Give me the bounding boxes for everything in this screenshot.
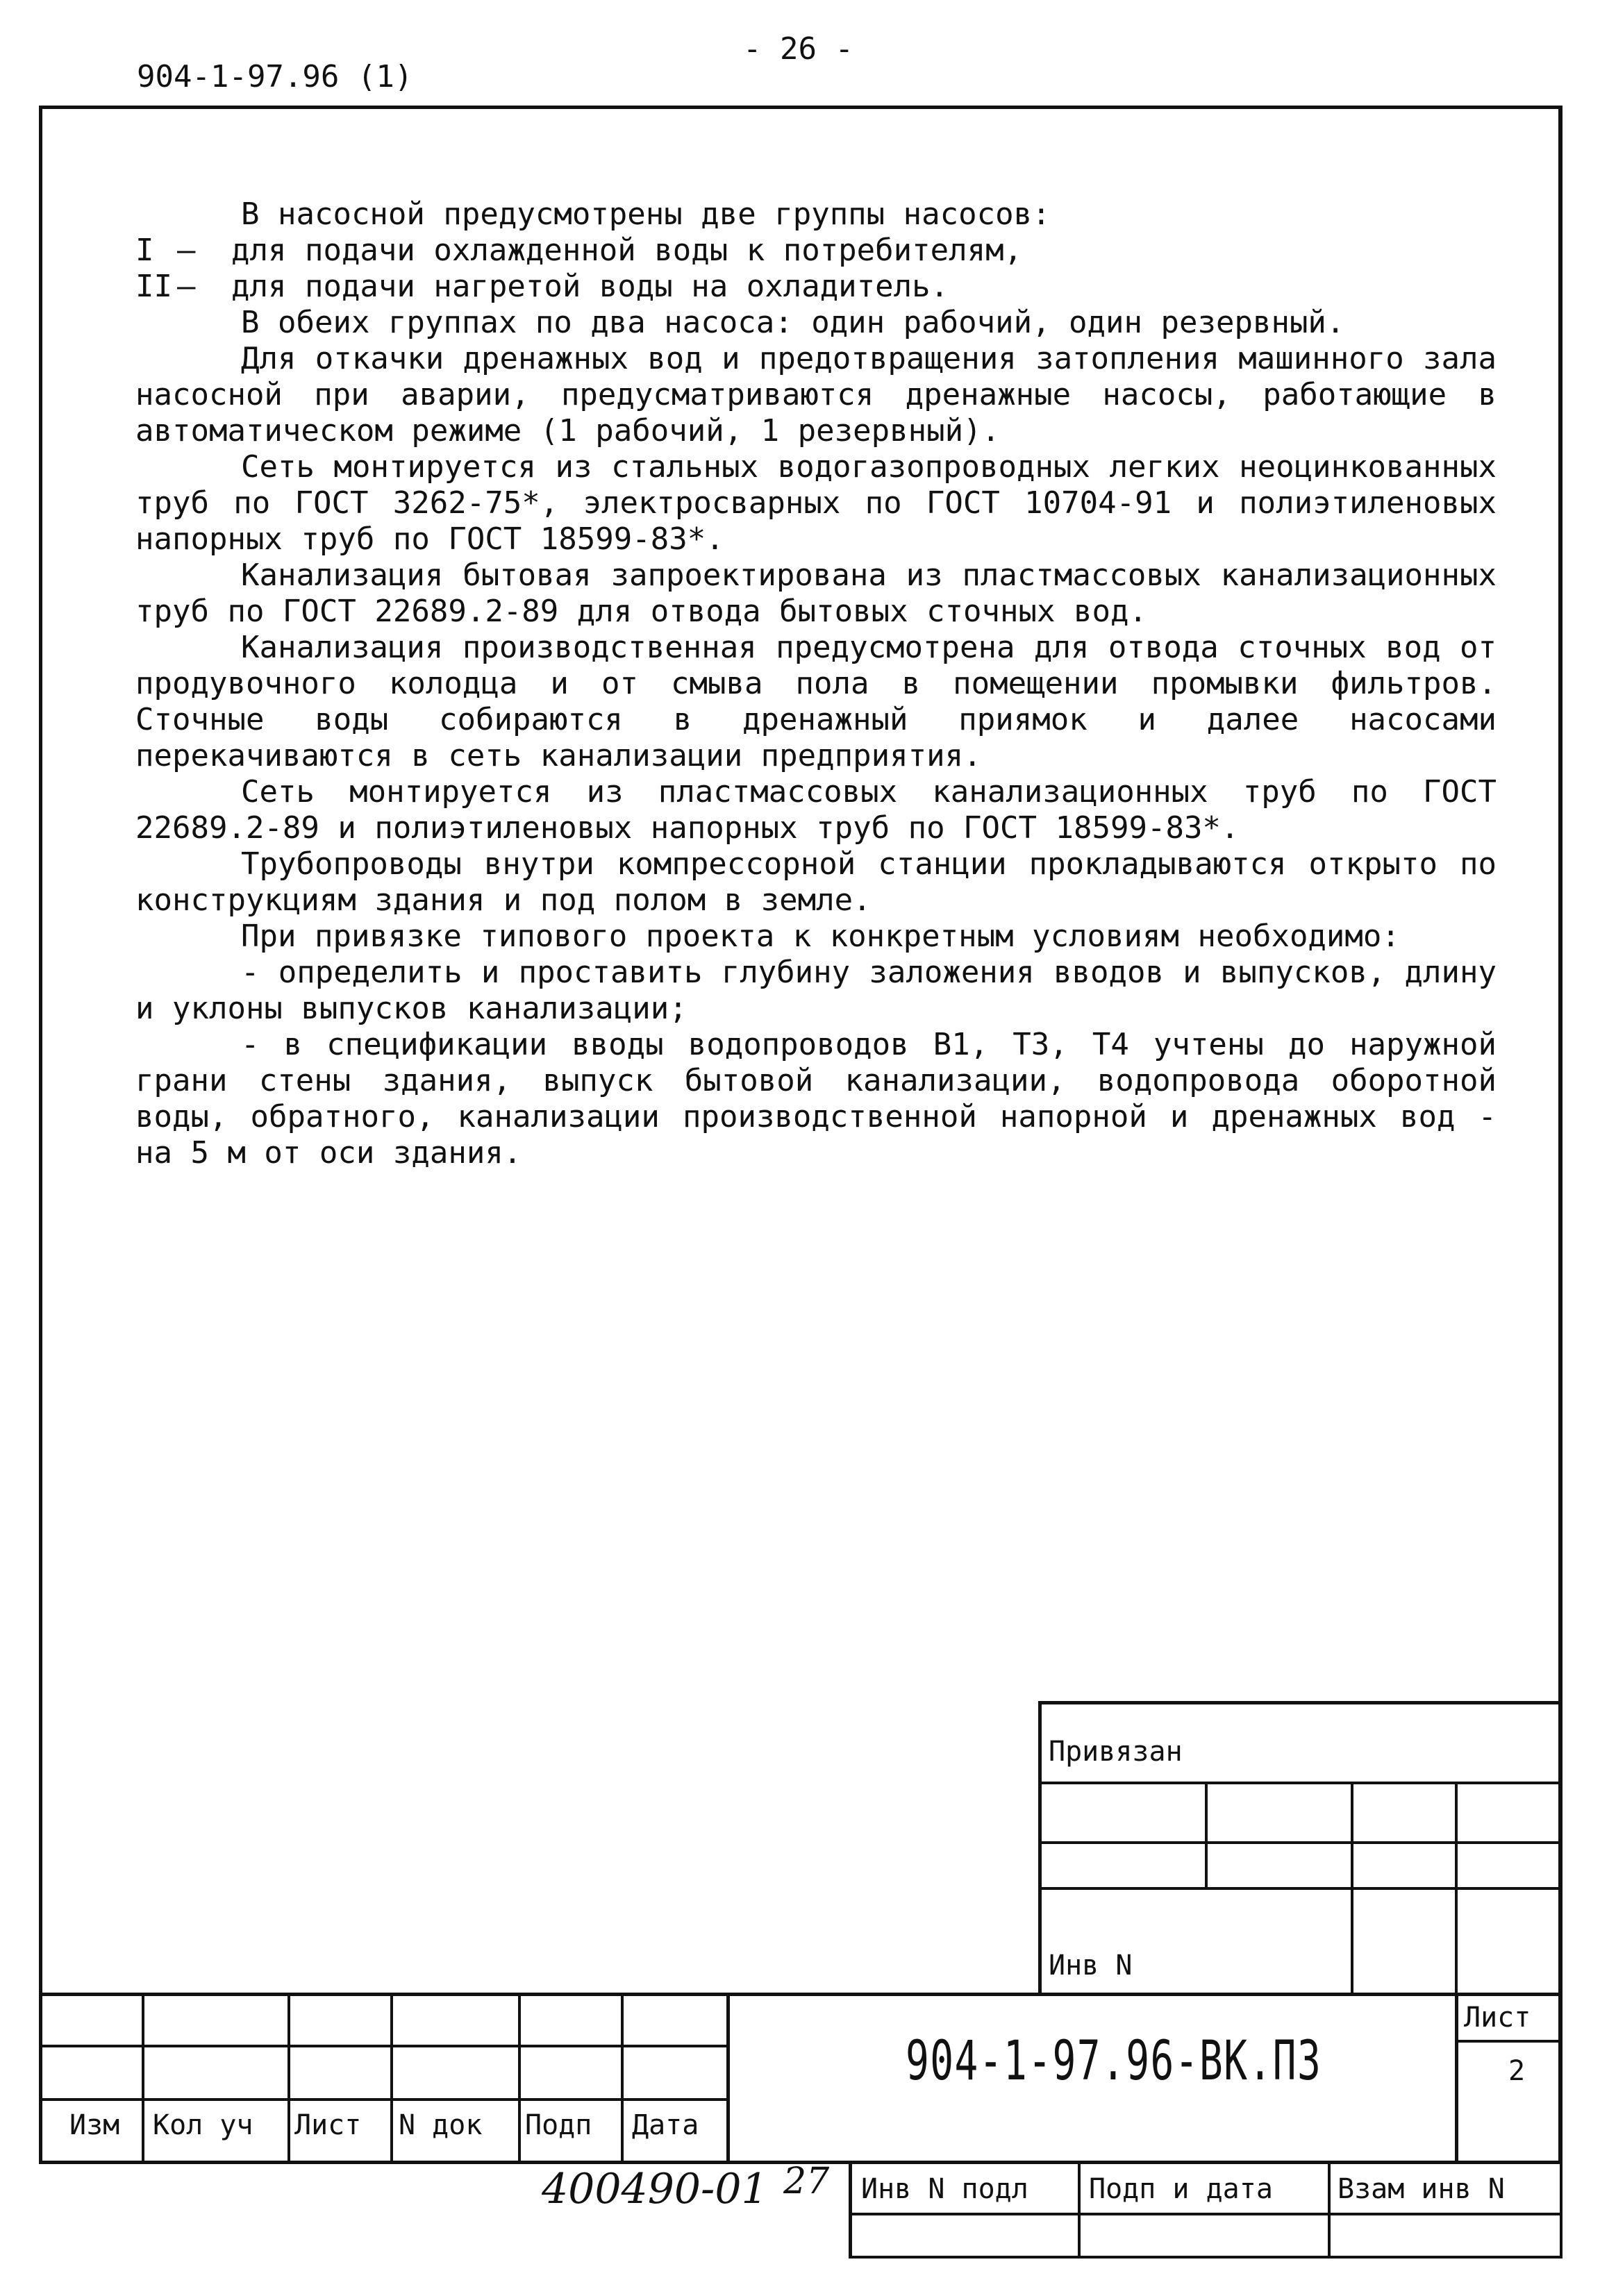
handwritten-page-number: 27 <box>783 2161 830 2202</box>
list-item: I – для подачи охлажденной воды к потребителям, <box>135 233 1023 268</box>
sheet-number: 2 <box>1508 2055 1526 2087</box>
column-kol-uch: Кол уч <box>153 2109 253 2141</box>
list-item-number: I <box>135 233 154 268</box>
podp-i-data-label: Подп и дата <box>1089 2173 1273 2205</box>
paragraph: При привязке типового проекта к конкретным условиям необходимо: <box>241 919 1400 954</box>
paragraph: Канализация бытовая запроектирована из пластмассовых канализационных труб по ГОСТ 22689.2-89 для отвода бытовых сточных вод. <box>135 558 1497 629</box>
document-code: 904-1-97.96 (1) <box>137 59 413 94</box>
privyazan-label: Привязан <box>1049 1736 1183 1768</box>
sheet-label: Лист <box>1464 2002 1531 2034</box>
paragraph: - определить и проставить глубину заложения вводов и выпусков, длину и уклоны выпусков канализации; <box>135 955 1497 1026</box>
list-item-text: для подачи нагретой воды на охладитель. <box>231 269 949 304</box>
paragraph: В насосной предусмотрены две группы насосов: <box>241 196 1051 232</box>
page-number: - 26 - <box>743 31 853 67</box>
inv-n-podl-label: Инв N подл <box>861 2173 1028 2205</box>
list-item-text: для подачи охлажденной воды к потребителям, <box>231 233 1023 268</box>
paragraph: Трубопроводы внутри компрессорной станции прокладываются открыто по конструкциям здания и под полом в земле. <box>135 846 1497 918</box>
paragraph: Канализация производственная предусмотрена для отвода сточных вод от продувочного колодца и от смыва пола в помещении промывки фильтров. Сточные воды собираются в дренажный приямок и далее насосами перекачиваются в сеть канализации предприятия. <box>135 630 1497 773</box>
paragraph: Для откачки дренажных вод и предотвращения затопления машинного зала насосной при аварии, предусматриваются дренажные насосы, работающие в автоматическом режиме (1 рабочий, 1 резервный). <box>135 341 1497 449</box>
paragraph: В обеих группах по два насоса: один рабочий, один резервный. <box>241 305 1345 340</box>
paragraph: - в спецификации вводы водопроводов В1, Т3, Т4 учтены до наружной грани стены здания, выпуск бытовой канализации, водопровода оборотной воды, обратного, канализации производственной напорной и дренажных вод - на 5 м от оси здания. <box>135 1027 1497 1171</box>
column-podp: Подп <box>525 2109 592 2141</box>
handwritten-archive-number: 400490-01 <box>542 2165 768 2213</box>
column-izm: Изм <box>69 2109 120 2141</box>
paragraph: Сеть монтируется из стальных водогазопроводных легких неоцинкованных труб по ГОСТ 3262-75*, электросварных по ГОСТ 10704-91 и полиэтиленовых напорных труб по ГОСТ 18599-83*. <box>135 449 1497 557</box>
document-designation: 904-1-97.96-ВК.ПЗ <box>906 2030 1322 2093</box>
vzam-inv-n-label: Взам инв N <box>1338 2173 1505 2205</box>
column-n-dok: N док <box>399 2109 483 2141</box>
explanatory-note-text <box>135 196 1497 1171</box>
list-item: II – для подачи нагретой воды на охладитель. <box>135 269 949 304</box>
inv-n-label: Инв N <box>1049 1950 1133 1981</box>
column-list: Лист <box>294 2109 362 2141</box>
column-data: Дата <box>632 2109 699 2141</box>
list-item-number: II <box>135 269 172 304</box>
paragraph: Сеть монтируется из пластмассовых канализационных труб по ГОСТ 22689.2-89 и полиэтиленовых напорных труб по ГОСТ 18599-83*. <box>135 774 1497 846</box>
